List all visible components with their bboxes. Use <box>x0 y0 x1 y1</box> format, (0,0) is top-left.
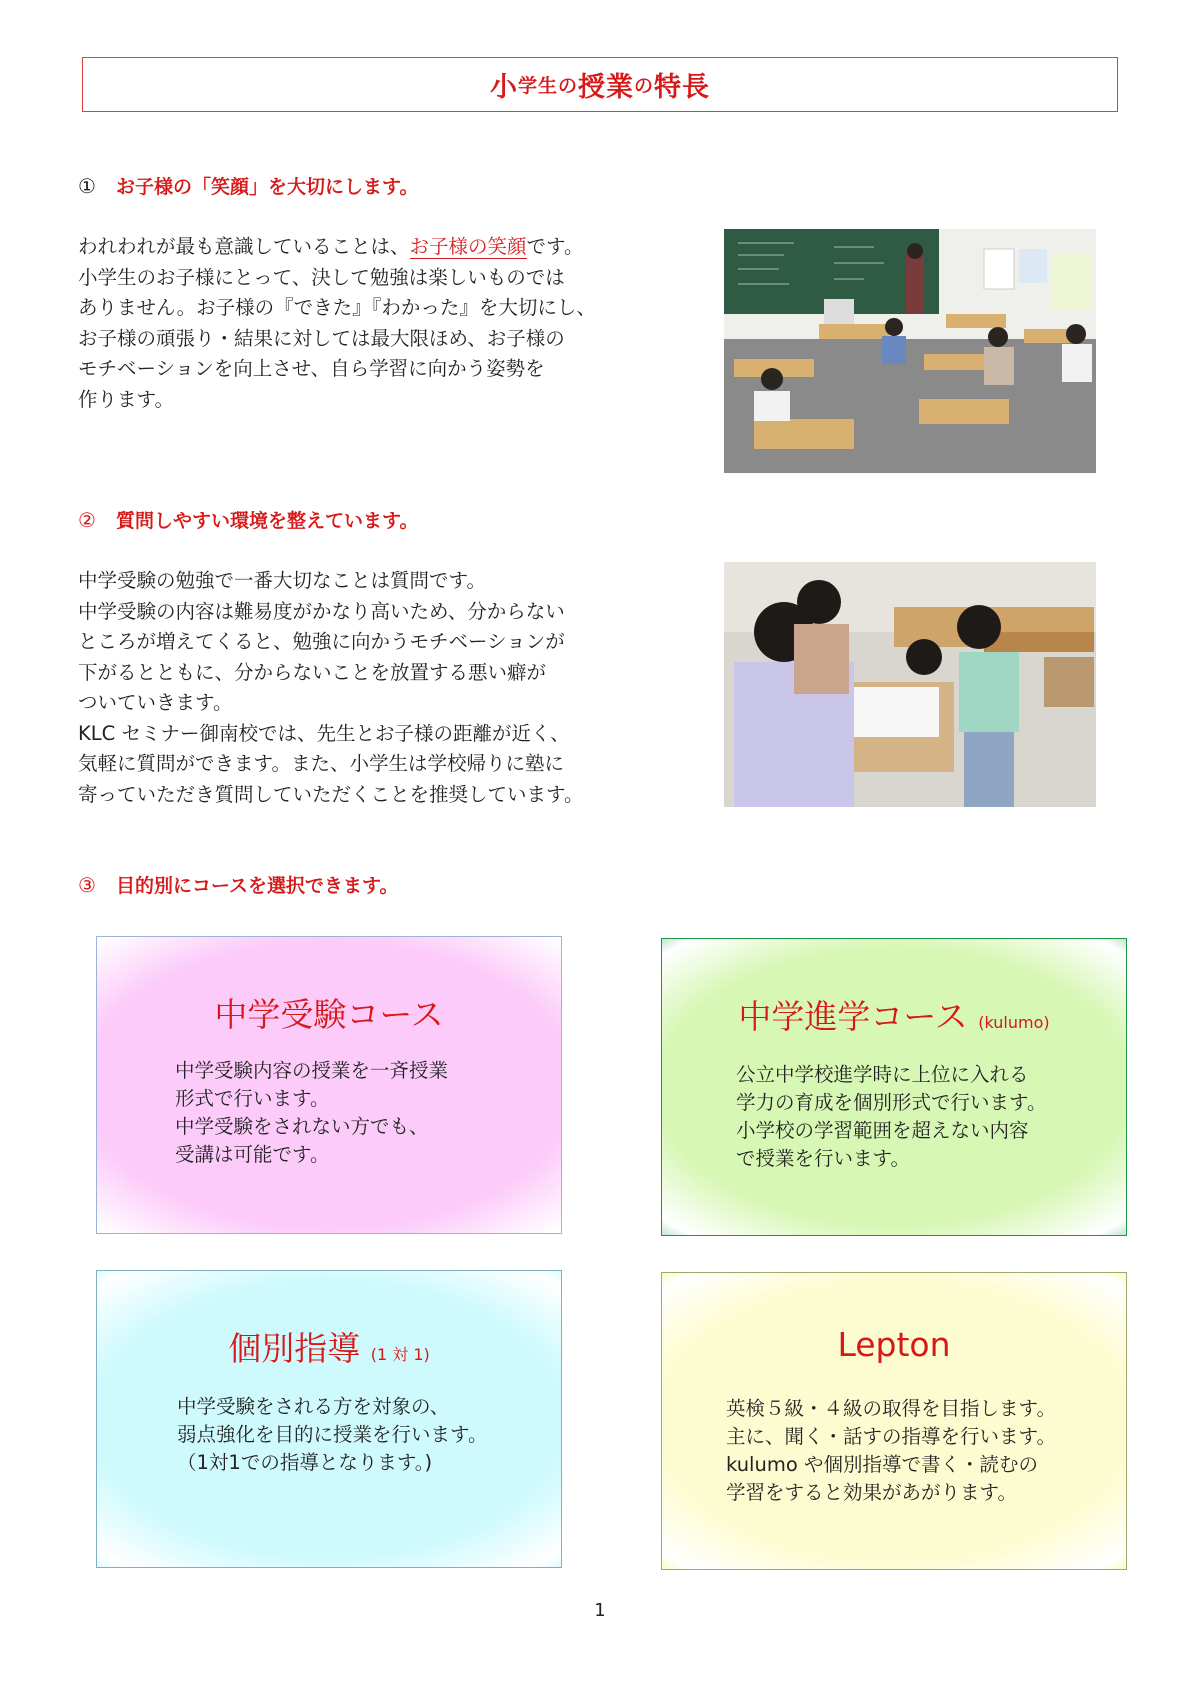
text-line: 作ります。 <box>78 387 174 411</box>
title-part: 授業 <box>578 72 634 103</box>
tutoring-photo <box>724 562 1096 807</box>
title-part: 小 <box>489 72 518 103</box>
text-line: お子様の頑張り・結果に対しては最大限ほめ、お子様の <box>78 326 565 350</box>
section-1-text <box>78 232 596 415</box>
title-part: 特長 <box>654 72 711 103</box>
text-line: （1対1での指導となります。) <box>177 1451 433 1474</box>
section-number: ② <box>78 507 96 532</box>
section-number: ① <box>78 173 96 198</box>
text-line: 中学受験をされない方でも、 <box>175 1115 429 1138</box>
course-description <box>175 1057 448 1169</box>
classroom-illustration <box>724 229 1096 473</box>
highlight-text: お子様の笑顔 <box>409 235 527 258</box>
text-line: ついていきます。 <box>78 691 233 714</box>
text-line: kulumo や個別指導で書く・読むの <box>726 1453 1038 1476</box>
text-line: KLC セミナー御南校では、先生とお子様の距離が近く、 <box>78 721 570 745</box>
section-number: ③ <box>78 872 96 897</box>
title-part: 学生の <box>517 75 578 97</box>
text-line: 中学受験の内容は難易度がかなり高いため、分からない <box>78 599 565 623</box>
section-3-heading <box>78 871 399 898</box>
text-line: 気軽に質問ができます。また、小学生は学校帰りに塾に <box>78 752 564 775</box>
course-description <box>177 1393 487 1477</box>
course-card-juken <box>96 936 562 1234</box>
course-title <box>662 991 1126 1038</box>
course-card-kobetsu <box>96 1270 562 1568</box>
text-line: われわれが最も意識していることは、 <box>78 235 410 258</box>
classroom-photo <box>724 229 1096 473</box>
text-line: 受講は可能です。 <box>175 1143 330 1166</box>
course-description <box>726 1395 1056 1507</box>
text-line: 中学受験の勉強で一番大切なことは質問です。 <box>78 569 486 592</box>
text-line: です。 <box>526 235 584 258</box>
course-title <box>97 1323 561 1370</box>
title-part: の <box>634 75 655 97</box>
text-line: ところが増えてくると、勉強に向かうモチベーションが <box>78 630 565 653</box>
text-line: 小学生のお子様にとって、決して勉強は楽しいものでは <box>78 265 565 289</box>
text-line: 公立中学校進学時に上位に入れる <box>736 1063 1029 1086</box>
text-line: ありません。お子様の『できた』『わかった』を大切にし、 <box>78 296 596 319</box>
text-line: 下がるとともに、分からないことを放置する悪い癖が <box>78 660 547 684</box>
text-line: 学習をすると効果があがります。 <box>726 1481 1017 1504</box>
page-title <box>82 57 1118 112</box>
text-line: で授業を行います。 <box>736 1147 910 1170</box>
text-line: モチベーションを向上させ、自ら学習に向かう姿勢を <box>78 357 545 380</box>
text-line: 中学受験内容の授業を一斉授業 <box>175 1059 449 1082</box>
text-line: 主に、聞く・話すの指導を行います。 <box>726 1425 1056 1448</box>
section-heading-text: 目的別にコースを選択できます。 <box>116 875 399 897</box>
section-heading-text: 質問しやすい環境を整えています。 <box>116 510 419 532</box>
text-line: 寄っていただき質問していただくことを推奨しています。 <box>78 782 584 806</box>
section-heading-text: お子様の「笑顔」を大切にします。 <box>116 176 419 198</box>
course-title-text: 中学進学コース <box>738 997 968 1036</box>
course-title-text: Lepton <box>837 1325 951 1364</box>
course-title-text: 個別指導 <box>228 1329 361 1368</box>
text-line: 英検５級・４級の取得を目指します。 <box>726 1397 1056 1420</box>
course-title <box>97 989 561 1036</box>
course-card-shingaku <box>661 938 1127 1236</box>
course-subtitle: (kulumo) <box>978 1013 1050 1032</box>
text-line: 学力の育成を個別形式で行います。 <box>736 1091 1047 1114</box>
course-title <box>662 1325 1126 1364</box>
course-title-text: 中学受験コース <box>214 995 444 1034</box>
section-1-heading <box>78 172 418 199</box>
text-line: 形式で行います。 <box>175 1087 330 1110</box>
tutoring-illustration <box>724 562 1096 807</box>
section-2-text <box>78 566 583 810</box>
text-line: 弱点強化を目的に授業を行います。 <box>177 1423 488 1446</box>
text-line: 中学受験をされる方を対象の、 <box>177 1395 450 1418</box>
course-subtitle: (1 対 1) <box>370 1345 430 1364</box>
course-description <box>736 1061 1046 1173</box>
course-card-lepton <box>661 1272 1127 1570</box>
text-line: 小学校の学習範囲を超えない内容 <box>736 1119 1029 1142</box>
section-2-heading <box>78 506 418 533</box>
page-number: 1 <box>594 1600 606 1621</box>
